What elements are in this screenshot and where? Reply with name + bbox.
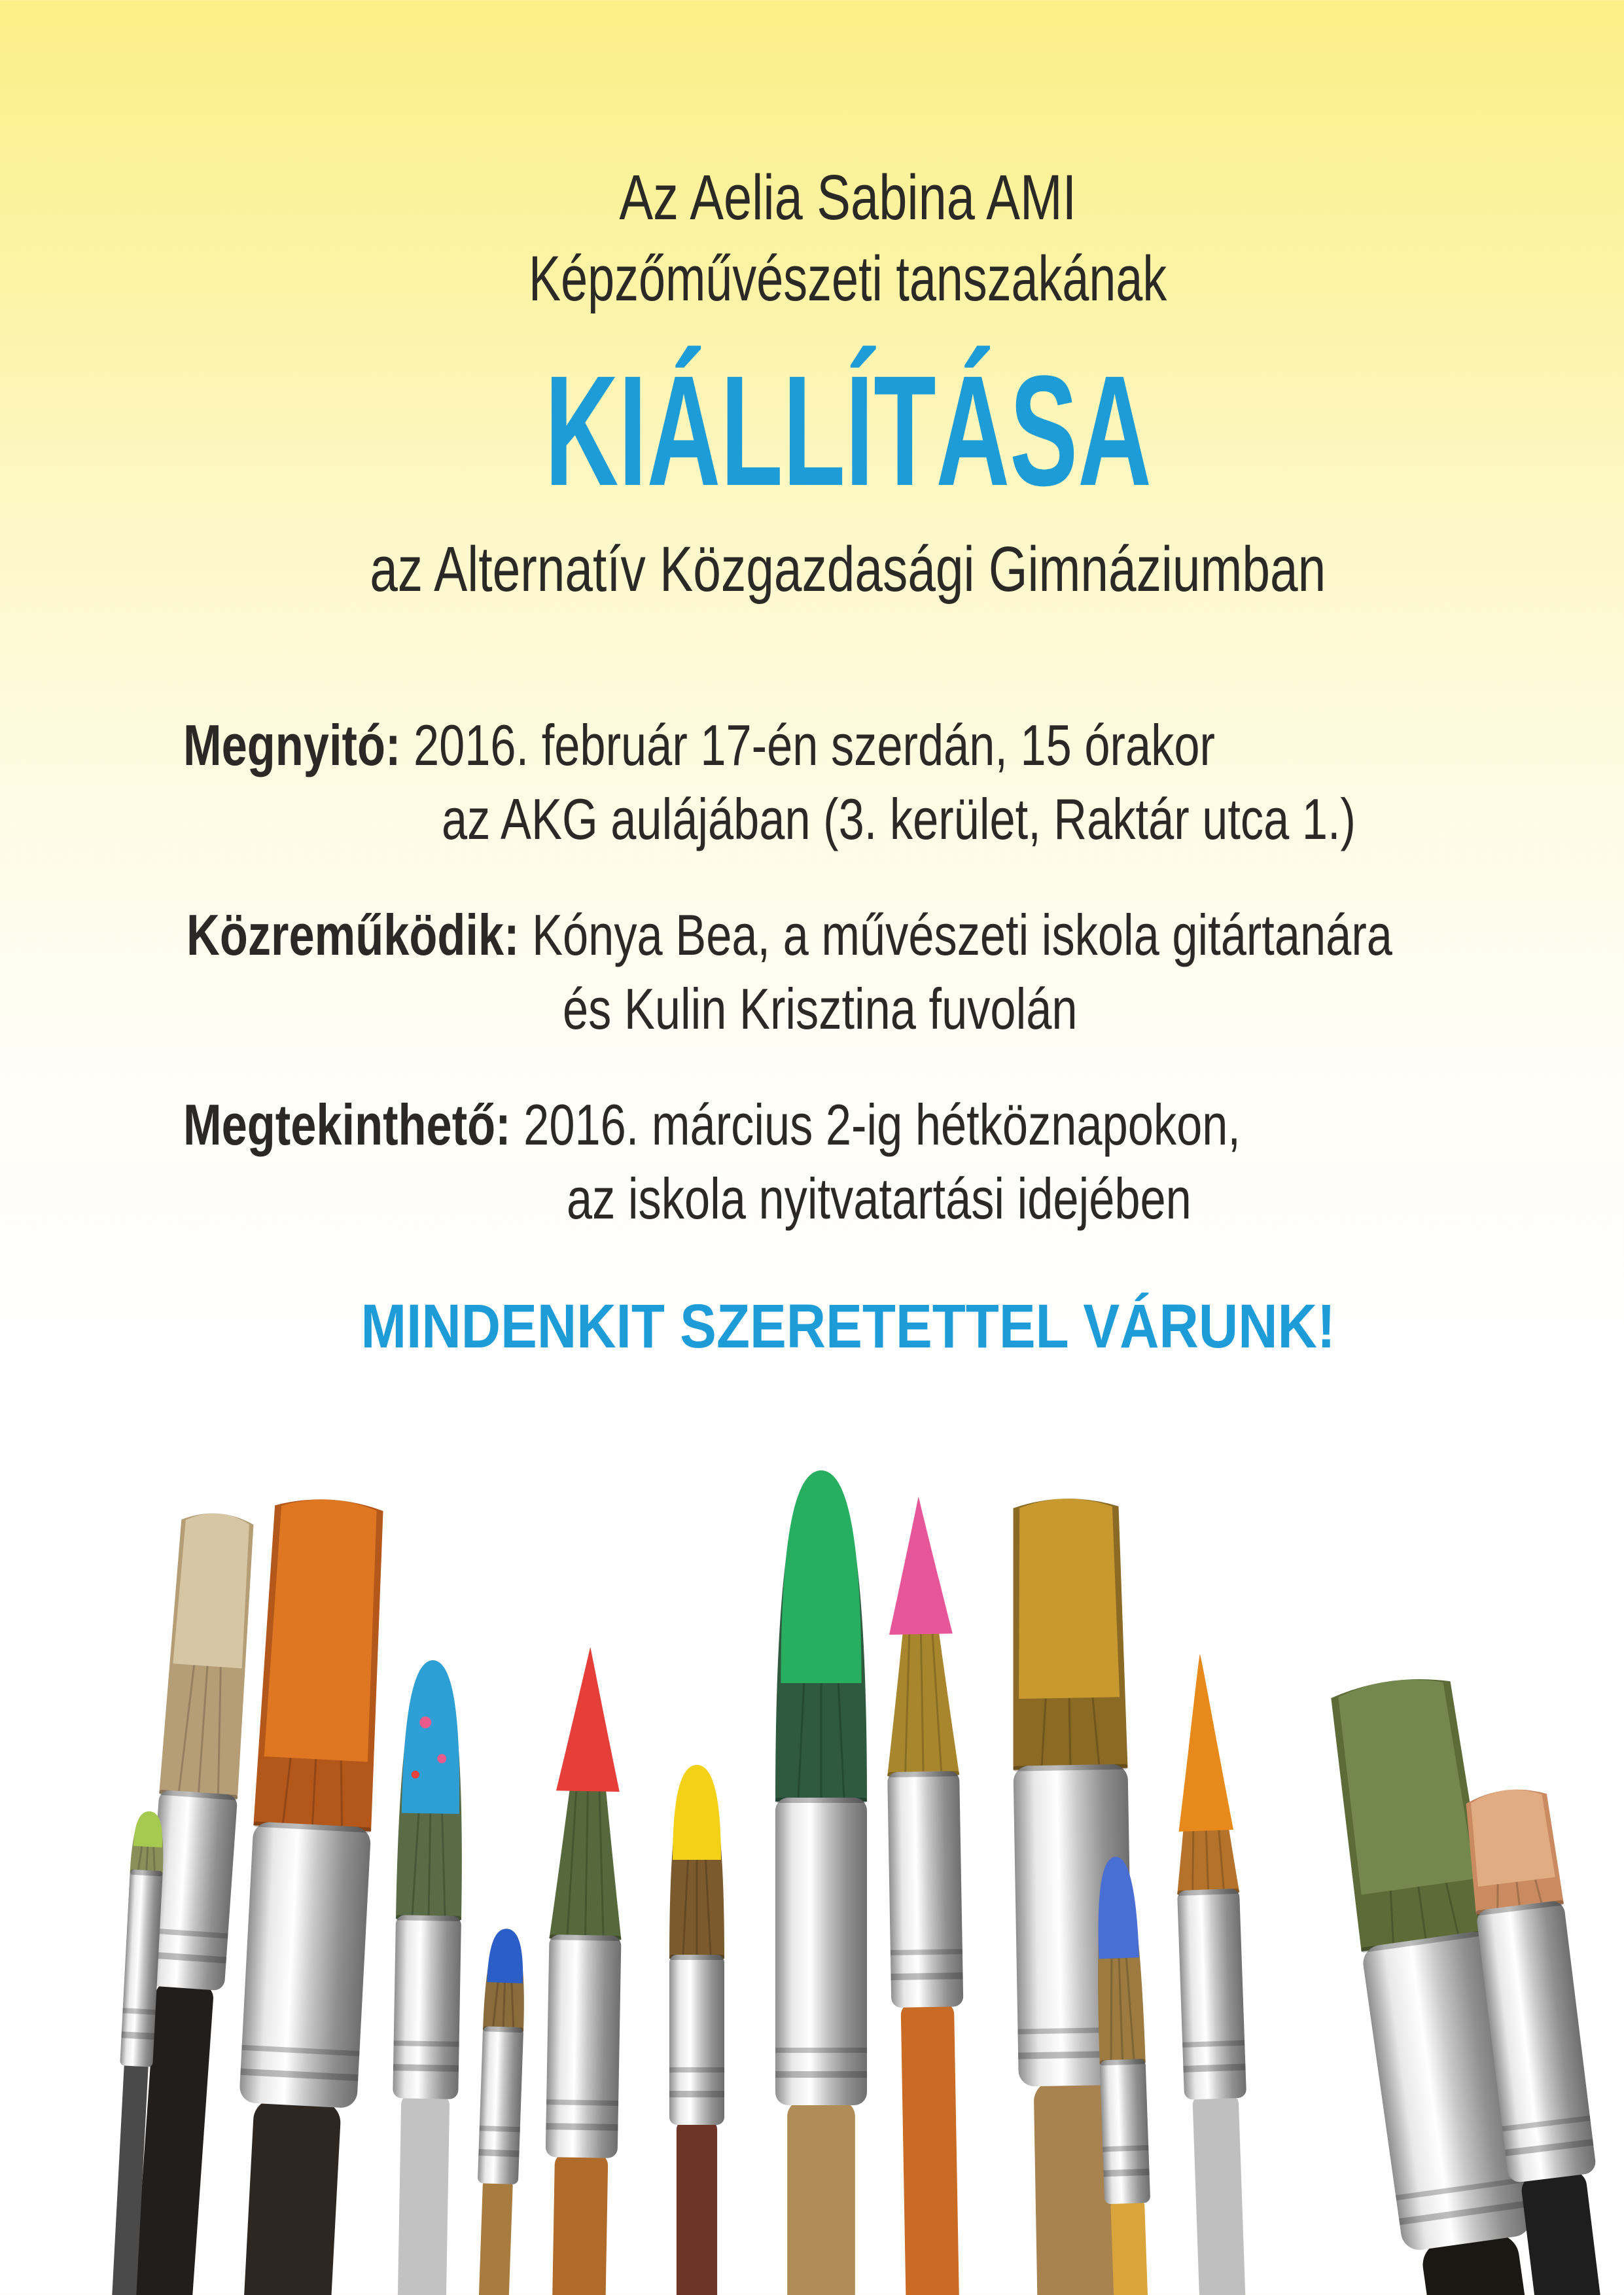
paint-tip — [402, 1660, 462, 1814]
brush-ferrule — [669, 1955, 724, 2125]
detail-kozremukodik — [0, 898, 1624, 1046]
detail-megtekintheto — [0, 1088, 1624, 1236]
brush-ferrule — [887, 1771, 963, 2008]
header-line-2-text: Képzőművészeti tanszakának — [529, 243, 1167, 314]
ferrule-crimp — [775, 2071, 867, 2078]
header-line-1 — [72, 157, 1624, 238]
ferrule-crimp — [891, 1972, 962, 1980]
paintbrush-red-tip-brush — [542, 1646, 626, 2295]
paint-tip — [556, 1646, 622, 1792]
ferrule-crimp — [775, 2048, 867, 2053]
paint-tip — [1015, 1498, 1120, 1699]
detail-megtekintheto-label: Megtekinthető: — [183, 1092, 511, 1157]
detail-megnyito-line-2-text: az AKG aulájában (3. kerület, Raktár utca 1.) — [442, 787, 1356, 851]
paint-tip — [1467, 1786, 1555, 1887]
paint-tip — [673, 1765, 721, 1860]
paintbrush-pink-tip-brush — [883, 1496, 969, 2295]
detail-kozremukodik-label: Közreműködik: — [186, 902, 520, 967]
poster-closing — [0, 1290, 1624, 1362]
paint-tip — [1173, 1653, 1233, 1832]
paintbrush-orange-point-brush — [1169, 1653, 1254, 2295]
poster-subtitle-text: az Alternatív Közgazdasági Gimnáziumban — [370, 533, 1326, 605]
detail-megtekintheto-line-2-text: az iskola nyitvatartási idejében — [567, 1166, 1192, 1231]
brush-ferrule — [239, 1821, 371, 2108]
brush-handle — [242, 2098, 342, 2295]
poster-title — [0, 343, 1624, 518]
ferrule-edge — [775, 1798, 867, 1803]
ferrule-crimp — [669, 2067, 724, 2073]
paintbrush-yellow-tip-brush — [669, 1765, 724, 2295]
detail-megnyito-line-2 — [0, 782, 1624, 856]
brush-ferrule — [775, 1798, 867, 2105]
detail-megtekintheto-line-2 — [0, 1162, 1624, 1236]
brush-handle — [901, 2001, 960, 2295]
detail-megnyito-text: 2016. február 17-én szerdán, 15 órakor — [413, 713, 1215, 777]
brush-layer — [106, 1470, 1616, 2295]
brush-ferrule — [478, 2026, 523, 2184]
detail-kozremukodik-text: Kónya Bea, a művészeti iskola gitártanára — [532, 902, 1392, 967]
paint-tip — [264, 1497, 381, 1762]
detail-megnyito-line-1 — [0, 708, 1624, 782]
detail-megnyito-label: Megnyitó: — [183, 713, 401, 777]
paintbrush-big-green-brush — [775, 1470, 867, 2295]
paint-tip — [173, 1511, 253, 1668]
brush-handle — [677, 2120, 717, 2295]
brush-handle — [552, 2152, 608, 2295]
brush-handle — [1110, 2197, 1149, 2295]
paintbrushes-photo — [0, 1405, 1624, 2295]
space — [511, 1092, 524, 1157]
space — [400, 713, 414, 777]
header-line-2 — [72, 238, 1624, 319]
detail-kozremukodik-line-1 — [0, 898, 1624, 972]
brush-handle — [787, 2100, 855, 2295]
ferrule-crimp — [669, 2091, 724, 2097]
paint-tip — [887, 1496, 952, 1635]
ferrule-crimp — [393, 2064, 459, 2072]
detail-kozremukodik-line-2 — [0, 972, 1624, 1046]
detail-kozremukodik-line-2-text: és Kulin Krisztina fuvolán — [563, 976, 1078, 1041]
paint-tip — [781, 1470, 861, 1683]
brush-handle — [1192, 2093, 1246, 2295]
paintbrush-blue-speckled-brush — [389, 1660, 466, 2295]
detail-megtekintheto-line-1 — [0, 1088, 1624, 1162]
paintbrush-small-blue-brush — [472, 1928, 527, 2295]
poster-title-text: KIÁLLÍTÁSA — [544, 343, 1152, 518]
header-line-1-text: Az Aelia Sabina AMI — [619, 162, 1077, 233]
brush-ferrule — [1100, 2059, 1151, 2204]
detail-megnyito — [0, 708, 1624, 856]
paintbrush-orange-flat-brush — [227, 1497, 389, 2295]
space — [520, 902, 533, 967]
poster-subtitle — [0, 529, 1624, 610]
ferrule-crimp — [546, 2123, 618, 2131]
poster-closing-text: MINDENKIT SZERETETTEL VÁRUNK! — [361, 1292, 1335, 1361]
detail-megtekintheto-text: 2016. március 2-ig hétköznapokon, — [523, 1092, 1241, 1157]
poster-header — [0, 0, 1624, 319]
brush-handle — [397, 2093, 450, 2295]
brush-handle — [1520, 2169, 1604, 2295]
brush-handle — [478, 2178, 513, 2295]
ferrule-edge — [669, 1955, 724, 1960]
paint-tip — [487, 1928, 524, 1983]
poster-details — [0, 708, 1624, 1236]
